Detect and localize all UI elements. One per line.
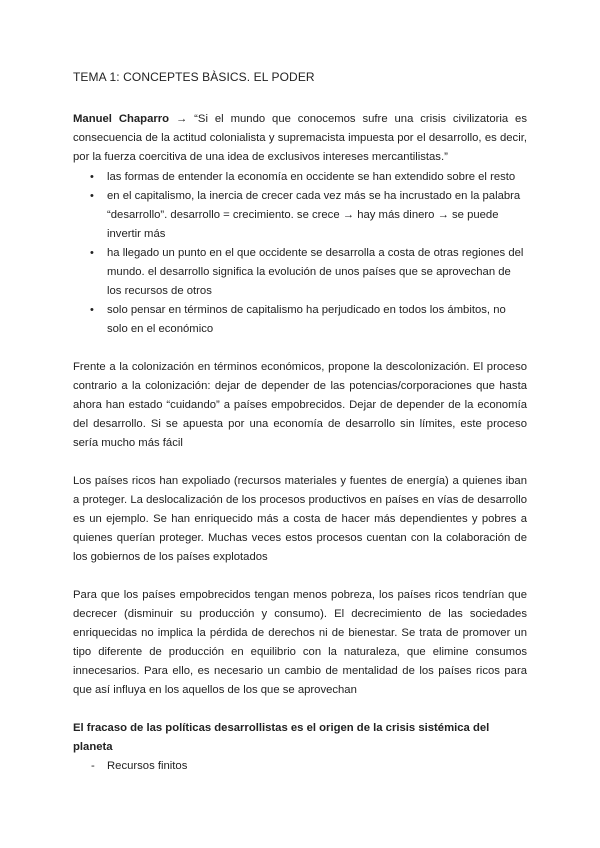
list-item: • en el capitalismo, la inercia de crecer cada vez más se ha incrustado en la palabra “desarrollo”. desarrollo = crecimiento. se crece → hay más dinero → se puede invertir más	[73, 187, 527, 244]
list-item: • solo pensar en términos de capitalismo ha perjudicado en todos los ámbitos, no solo en el económico	[73, 301, 527, 339]
paragraph-decrecimiento: Para que los países empobrecidos tengan menos pobreza, los países ricos tendrían que decrecer (disminuir su producción y consumo). El decrecimiento de las sociedades enriquecidas no implica la pérdida de derechos ni de bienestar. Se trata de promover un tipo diferente de producción en equilibrio con la naturaleza, que elimine consumos innecesarios. Para ello, es necesario un cambio de mentalidad de los países ricos para que así influya en los aquellos de los que se aprovechan	[73, 589, 527, 696]
bullet-list	[73, 168, 527, 339]
quote-text: “Si el mundo que conocemos sufre una crisis civilizatoria es consecuencia de la actitud colonialista y supremacista impuesta por el desarrollo, es decir, por la fuerza coercitiva de una idea de exclusivos intereses mercantilistas.”	[73, 113, 527, 163]
list-item: - Recursos finitos	[73, 757, 527, 776]
list-item: • ha llegado un punto en el que occidente se desarrolla a costa de otras regiones del mundo. el desarrollo significa la evolución de unos países que se aprovechan de los recursos de otros	[73, 244, 527, 301]
paragraph-descolonizacion: Frente a la colonización en términos económicos, propone la descolonización. El proceso contrario a la colonización: dejar de depender de las potencias/corporaciones que hasta ahora han estado “cuidando” a países empobrecidos. Dejar de depender de la economía del desarrollo. Si se apuesta por una economía de desarrollo sin límites, este proceso sería mucho más fácil	[73, 361, 527, 449]
quote-author: Manuel Chaparro	[73, 113, 170, 125]
section-heading: El fracaso de las políticas desarrollistas es el origen de la crisis sistémica del planeta	[73, 722, 490, 753]
arrow-glyph: →	[169, 113, 195, 125]
quote-paragraph	[73, 110, 527, 167]
list-item: • las formas de entender la economía en occidente se han extendido sobre el resto	[73, 168, 527, 187]
page-title: TEMA 1: CONCEPTES BÀSICS. EL PODER	[73, 70, 315, 84]
dash-list	[73, 757, 527, 776]
paragraph-expolio: Los países ricos han expoliado (recursos materiales y fuentes de energía) a quienes iban a proteger. La deslocalización de los procesos productivos en países en vías de desarrollo es un ejemplo. Se han enriquecido más a costa de hacer más dependientes y pobres a quienes querían proteger. Muchas veces estos procesos cuentan con la colaboración de los gobiernos de los países explotados	[73, 475, 527, 563]
